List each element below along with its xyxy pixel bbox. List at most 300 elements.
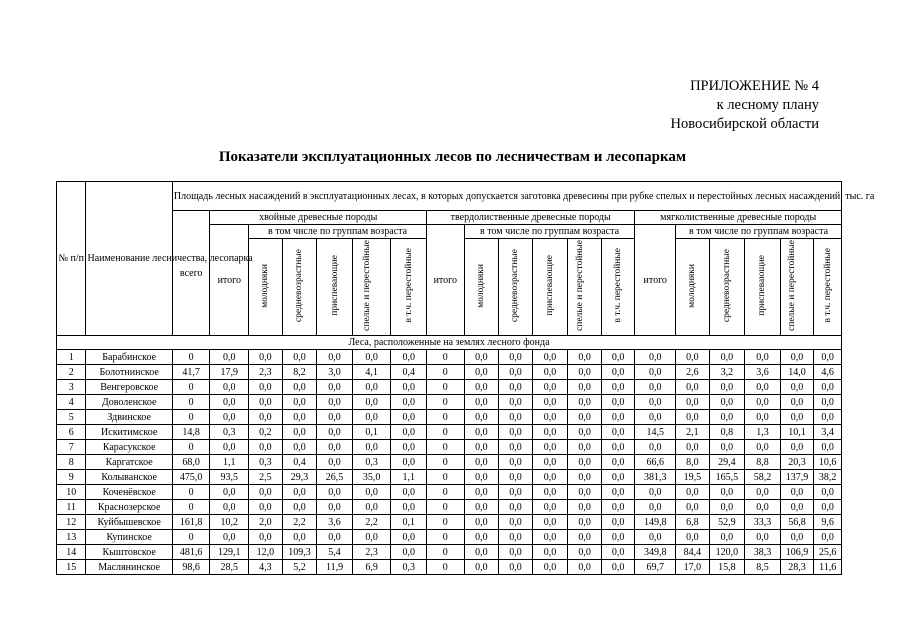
row-value: 0 — [172, 440, 210, 455]
row-number: 8 — [57, 455, 86, 470]
row-value: 28,3 — [780, 560, 814, 575]
row-value: 0,0 — [282, 440, 317, 455]
row-value: 0,0 — [499, 425, 533, 440]
row-value: 0,1 — [352, 425, 391, 440]
row-value: 0,0 — [352, 380, 391, 395]
row-value: 0 — [172, 410, 210, 425]
row-value: 0,0 — [601, 500, 635, 515]
row-value: 0,0 — [601, 380, 635, 395]
row-value: 0,0 — [464, 500, 499, 515]
row-value: 0,0 — [780, 500, 814, 515]
row-value: 349,8 — [635, 545, 676, 560]
conifer-age-groups-header: в том числе по группам возраста — [249, 225, 427, 239]
row-value: 0,0 — [532, 545, 568, 560]
row-value: 8,0 — [676, 455, 710, 470]
row-value: 0,0 — [317, 350, 353, 365]
row-value: 17,0 — [676, 560, 710, 575]
row-value: 0,0 — [464, 515, 499, 530]
row-value: 0,0 — [532, 365, 568, 380]
group-conifer-header: хвойные древесные породы — [210, 211, 427, 225]
row-value: 0 — [427, 440, 465, 455]
row-value: 0,0 — [601, 530, 635, 545]
row-value: 0,0 — [249, 530, 283, 545]
row-value: 0,0 — [210, 380, 249, 395]
row-value: 0,0 — [352, 500, 391, 515]
row-value: 0,0 — [499, 380, 533, 395]
row-value: 0,0 — [709, 485, 745, 500]
row-value: 129,1 — [210, 545, 249, 560]
table-row — [57, 485, 842, 500]
row-value: 0,0 — [745, 440, 781, 455]
area-header: Площадь лесных насаждений в эксплуатационных лесах, в которых допускается заготовка древесины при рубке спелых и перестойных лесных насаждений, тыс. га — [172, 182, 841, 211]
row-value: 0,0 — [568, 380, 602, 395]
row-value: 0 — [427, 410, 465, 425]
table-row — [57, 470, 842, 485]
row-name: Венгеровское — [86, 380, 172, 395]
row-value: 0,0 — [676, 395, 710, 410]
table-row — [57, 365, 842, 380]
table-row — [57, 500, 842, 515]
row-value: 0,0 — [745, 380, 781, 395]
row-value: 0,0 — [601, 410, 635, 425]
row-value: 0,0 — [676, 530, 710, 545]
row-value: 0,0 — [709, 410, 745, 425]
row-value: 0 — [172, 380, 210, 395]
row-value: 0,0 — [601, 395, 635, 410]
row-value: 0,0 — [745, 530, 781, 545]
row-value: 0,0 — [282, 395, 317, 410]
group-softwood-header: мягколиственные древесные породы — [635, 211, 842, 225]
row-number: 13 — [57, 530, 86, 545]
row-value: 481,6 — [172, 545, 210, 560]
row-value: 20,3 — [780, 455, 814, 470]
row-value: 0,0 — [499, 350, 533, 365]
row-name: Доволенское — [86, 395, 172, 410]
row-value: 2,5 — [249, 470, 283, 485]
softwood-age-groups-header: в том числе по группам возраста — [676, 225, 842, 239]
softwood-mature-header: спелые и перестойные — [780, 239, 814, 336]
row-value: 3,4 — [814, 425, 842, 440]
row-value: 0,0 — [499, 500, 533, 515]
row-value: 0,0 — [568, 410, 602, 425]
row-value: 0,0 — [635, 410, 676, 425]
row-value: 475,0 — [172, 470, 210, 485]
table-row — [57, 545, 842, 560]
row-value: 19,5 — [676, 470, 710, 485]
conifer-ripening-header: приспевающие — [317, 239, 353, 336]
row-value: 0,0 — [352, 485, 391, 500]
row-value: 0,0 — [210, 350, 249, 365]
row-name: Купинское — [86, 530, 172, 545]
appendix-block — [670, 77, 819, 134]
row-value: 0,0 — [568, 440, 602, 455]
row-value: 0,0 — [780, 485, 814, 500]
row-value: 0,0 — [745, 485, 781, 500]
row-value: 0,0 — [568, 515, 602, 530]
row-value: 11,6 — [814, 560, 842, 575]
row-value: 0,0 — [676, 350, 710, 365]
row-number: 1 — [57, 350, 86, 365]
row-value: 0,0 — [601, 365, 635, 380]
appendix-region: Новосибирской области — [670, 116, 819, 132]
row-value: 0,0 — [780, 395, 814, 410]
hardwood-middle-header: средневозрастные — [499, 239, 533, 336]
row-value: 0,0 — [499, 530, 533, 545]
conifer-young-header: молодняки — [249, 239, 283, 336]
row-value: 0,0 — [780, 530, 814, 545]
row-value: 0,0 — [601, 440, 635, 455]
row-value: 0,0 — [464, 350, 499, 365]
row-value: 14,0 — [780, 365, 814, 380]
row-value: 0,0 — [814, 380, 842, 395]
row-value: 6,8 — [676, 515, 710, 530]
row-value: 0,0 — [745, 395, 781, 410]
row-value: 0,0 — [814, 395, 842, 410]
row-value: 29,4 — [709, 455, 745, 470]
row-value: 0,0 — [568, 365, 602, 380]
row-value: 0,0 — [282, 410, 317, 425]
row-value: 0,0 — [499, 560, 533, 575]
row-value: 0,0 — [464, 395, 499, 410]
row-value: 5,2 — [282, 560, 317, 575]
row-value: 56,8 — [780, 515, 814, 530]
row-value: 0,0 — [601, 425, 635, 440]
row-value: 0 — [172, 530, 210, 545]
table-row — [57, 560, 842, 575]
row-number: 6 — [57, 425, 86, 440]
row-value: 0,0 — [249, 395, 283, 410]
row-value: 2,2 — [282, 515, 317, 530]
group-hardwood-header: твердолиственные древесные породы — [427, 211, 635, 225]
section-row: Леса, расположенные на землях лесного фонда — [57, 336, 842, 350]
row-value: 0,0 — [317, 425, 353, 440]
row-value: 0,0 — [814, 410, 842, 425]
row-value: 15,8 — [709, 560, 745, 575]
row-value: 93,5 — [210, 470, 249, 485]
table-row — [57, 455, 842, 470]
row-value: 10,6 — [814, 455, 842, 470]
row-value: 0,0 — [568, 395, 602, 410]
row-value: 8,8 — [745, 455, 781, 470]
row-value: 0 — [427, 395, 465, 410]
row-value: 2,1 — [676, 425, 710, 440]
row-value: 14,8 — [172, 425, 210, 440]
row-value: 3,0 — [317, 365, 353, 380]
row-value: 68,0 — [172, 455, 210, 470]
row-value: 0,0 — [709, 500, 745, 515]
row-value: 17,9 — [210, 365, 249, 380]
row-value: 0,0 — [464, 545, 499, 560]
row-value: 0,0 — [464, 410, 499, 425]
row-value: 0,0 — [635, 530, 676, 545]
row-value: 0,0 — [464, 455, 499, 470]
row-value: 6,9 — [352, 560, 391, 575]
table-row — [57, 515, 842, 530]
row-name: Искитимское — [86, 425, 172, 440]
row-value: 0,0 — [210, 500, 249, 515]
row-value: 0,0 — [391, 425, 427, 440]
row-value: 0,0 — [317, 440, 353, 455]
row-value: 0,0 — [282, 530, 317, 545]
row-value: 0,0 — [568, 350, 602, 365]
row-value: 0,0 — [568, 455, 602, 470]
row-value: 0,0 — [317, 500, 353, 515]
document-title: Показатели эксплуатационных лесов по лесничествам и лесопаркам — [218, 149, 687, 165]
row-value: 0 — [427, 560, 465, 575]
row-value: 0 — [172, 395, 210, 410]
row-value: 0,8 — [709, 425, 745, 440]
row-value: 0,0 — [210, 530, 249, 545]
row-value: 0,0 — [391, 350, 427, 365]
row-value: 1,1 — [391, 470, 427, 485]
row-value: 0,0 — [532, 380, 568, 395]
row-value: 0,0 — [780, 380, 814, 395]
row-value: 0 — [427, 425, 465, 440]
row-value: 98,6 — [172, 560, 210, 575]
table-row — [57, 425, 842, 440]
table-row — [57, 350, 842, 365]
row-value: 0,0 — [499, 515, 533, 530]
row-value: 0,0 — [780, 440, 814, 455]
row-value: 0,0 — [676, 485, 710, 500]
col-total-header: всего — [172, 211, 210, 336]
row-value: 3,6 — [317, 515, 353, 530]
row-value: 2,2 — [352, 515, 391, 530]
hardwood-ripening-header: приспевающие — [532, 239, 568, 336]
row-value: 0,0 — [676, 380, 710, 395]
row-value: 0,0 — [249, 440, 283, 455]
row-value: 0,0 — [814, 500, 842, 515]
row-value: 0 — [427, 470, 465, 485]
row-value: 0,0 — [745, 410, 781, 425]
row-value: 120,0 — [709, 545, 745, 560]
row-value: 0,0 — [391, 530, 427, 545]
row-number: 10 — [57, 485, 86, 500]
row-value: 28,5 — [210, 560, 249, 575]
row-value: 1,1 — [210, 455, 249, 470]
softwood-itogo-header: итого — [635, 225, 676, 336]
row-value: 52,9 — [709, 515, 745, 530]
row-value: 4,6 — [814, 365, 842, 380]
row-name: Болотнинское — [86, 365, 172, 380]
row-value: 69,7 — [635, 560, 676, 575]
hardwood-age-groups-header: в том числе по группам возраста — [464, 225, 635, 239]
row-value: 0,0 — [391, 380, 427, 395]
appendix-reference: к лесному плану — [716, 97, 819, 113]
row-value: 0 — [427, 515, 465, 530]
row-value: 4,3 — [249, 560, 283, 575]
row-value: 3,2 — [709, 365, 745, 380]
row-value: 0,0 — [282, 380, 317, 395]
row-value: 26,5 — [317, 470, 353, 485]
row-value: 0,0 — [464, 530, 499, 545]
row-value: 0,0 — [282, 500, 317, 515]
row-value: 0,0 — [464, 425, 499, 440]
hardwood-mature-header: спелые и перестойные — [568, 239, 602, 336]
row-value: 41,7 — [172, 365, 210, 380]
table-row — [57, 530, 842, 545]
row-value: 0,0 — [317, 530, 353, 545]
row-value: 0,0 — [814, 440, 842, 455]
row-value: 0,0 — [601, 350, 635, 365]
row-value: 0,0 — [709, 440, 745, 455]
row-value: 0,0 — [391, 545, 427, 560]
row-value: 0,0 — [635, 380, 676, 395]
row-value: 0,0 — [601, 560, 635, 575]
table-row — [57, 440, 842, 455]
row-value: 58,2 — [745, 470, 781, 485]
row-value: 0,0 — [282, 425, 317, 440]
table-row — [57, 395, 842, 410]
row-value: 0 — [427, 530, 465, 545]
row-value: 0,0 — [709, 395, 745, 410]
row-value: 0,3 — [391, 560, 427, 575]
forest-indicators-table — [56, 181, 875, 575]
row-value: 0,0 — [210, 395, 249, 410]
softwood-overmature-header: в т.ч. перестойные — [814, 239, 842, 336]
row-value: 0,0 — [676, 440, 710, 455]
row-value: 0,0 — [780, 350, 814, 365]
row-value: 0 — [427, 455, 465, 470]
row-value: 0,3 — [210, 425, 249, 440]
row-value: 0,0 — [352, 530, 391, 545]
row-value: 0,0 — [210, 410, 249, 425]
row-value: 0,0 — [601, 485, 635, 500]
row-value: 29,3 — [282, 470, 317, 485]
row-value: 0,4 — [391, 365, 427, 380]
row-value: 0,0 — [499, 395, 533, 410]
row-value: 0,0 — [391, 440, 427, 455]
row-name: Здвинское — [86, 410, 172, 425]
row-value: 0,0 — [282, 350, 317, 365]
row-value: 0,0 — [709, 350, 745, 365]
row-value: 0 — [427, 380, 465, 395]
row-value: 0,0 — [391, 455, 427, 470]
row-value: 0,0 — [601, 470, 635, 485]
hardwood-itogo-header: итого — [427, 225, 465, 336]
conifer-overmature-header: в т.ч. перестойные — [391, 239, 427, 336]
row-value: 0,0 — [391, 395, 427, 410]
row-name: Кыштовское — [86, 545, 172, 560]
hardwood-overmature-header: в т.ч. перестойные — [601, 239, 635, 336]
row-value: 12,0 — [249, 545, 283, 560]
row-value: 0,0 — [464, 380, 499, 395]
row-value: 0,0 — [317, 455, 353, 470]
row-value: 0,0 — [532, 410, 568, 425]
row-value: 0,0 — [317, 410, 353, 425]
row-value: 0,0 — [780, 410, 814, 425]
row-value: 0,0 — [249, 350, 283, 365]
row-value: 0,0 — [391, 410, 427, 425]
row-value: 0,0 — [499, 440, 533, 455]
row-value: 66,6 — [635, 455, 676, 470]
row-number: 4 — [57, 395, 86, 410]
row-value: 0 — [427, 365, 465, 380]
row-value: 14,5 — [635, 425, 676, 440]
row-name: Колыванское — [86, 470, 172, 485]
row-value: 0,0 — [814, 530, 842, 545]
row-value: 0,3 — [352, 455, 391, 470]
row-value: 8,2 — [282, 365, 317, 380]
row-value: 0 — [427, 545, 465, 560]
row-value: 0,0 — [635, 365, 676, 380]
row-value: 3,6 — [745, 365, 781, 380]
row-value: 161,8 — [172, 515, 210, 530]
row-value: 0,0 — [352, 410, 391, 425]
row-value: 0 — [427, 500, 465, 515]
row-value: 0,0 — [391, 500, 427, 515]
row-value: 0,0 — [635, 500, 676, 515]
row-value: 0,4 — [282, 455, 317, 470]
row-value: 0 — [427, 350, 465, 365]
row-value: 0,0 — [464, 440, 499, 455]
row-value: 0,0 — [499, 485, 533, 500]
row-value: 0,0 — [745, 500, 781, 515]
row-value: 0,0 — [709, 380, 745, 395]
col-name-header: Наименование лесничества, лесопарка — [86, 182, 172, 336]
row-value: 2,6 — [676, 365, 710, 380]
row-number: 5 — [57, 410, 86, 425]
row-value: 0,0 — [745, 350, 781, 365]
conifer-middle-header: средневозрастные — [282, 239, 317, 336]
row-number: 2 — [57, 365, 86, 380]
row-value: 0,0 — [635, 485, 676, 500]
row-value: 0,0 — [601, 455, 635, 470]
row-value: 137,9 — [780, 470, 814, 485]
row-value: 0,0 — [499, 545, 533, 560]
row-value: 0,0 — [532, 485, 568, 500]
row-value: 0 — [172, 350, 210, 365]
row-value: 0,0 — [532, 470, 568, 485]
row-value: 0,3 — [249, 455, 283, 470]
row-value: 0,0 — [709, 530, 745, 545]
row-value: 2,3 — [249, 365, 283, 380]
row-value: 10,2 — [210, 515, 249, 530]
row-value: 0,0 — [532, 350, 568, 365]
row-name: Краснозерское — [86, 500, 172, 515]
row-value: 0,0 — [568, 485, 602, 500]
row-name: Карасукское — [86, 440, 172, 455]
row-value: 0 — [172, 485, 210, 500]
row-value: 0,0 — [499, 470, 533, 485]
row-number: 11 — [57, 500, 86, 515]
table-row — [57, 410, 842, 425]
table-row — [57, 380, 842, 395]
col-number-header: № п/п — [57, 182, 86, 336]
row-value: 0,0 — [532, 500, 568, 515]
hardwood-young-header: молодняки — [464, 239, 499, 336]
softwood-ripening-header: приспевающие — [745, 239, 781, 336]
row-value: 0,0 — [499, 365, 533, 380]
row-name: Куйбышевское — [86, 515, 172, 530]
row-value: 33,3 — [745, 515, 781, 530]
softwood-young-header: молодняки — [676, 239, 710, 336]
row-value: 10,1 — [780, 425, 814, 440]
row-value: 84,4 — [676, 545, 710, 560]
row-value: 0,0 — [532, 440, 568, 455]
row-value: 0,0 — [249, 410, 283, 425]
conifer-itogo-header: итого — [210, 225, 249, 336]
row-name: Коченёвское — [86, 485, 172, 500]
row-value: 165,5 — [709, 470, 745, 485]
row-value: 0,0 — [317, 485, 353, 500]
row-value: 0,0 — [249, 500, 283, 515]
row-value: 25,6 — [814, 545, 842, 560]
row-value: 0,0 — [499, 455, 533, 470]
row-value: 0,0 — [532, 530, 568, 545]
row-name: Каргатское — [86, 455, 172, 470]
row-value: 0,0 — [210, 440, 249, 455]
